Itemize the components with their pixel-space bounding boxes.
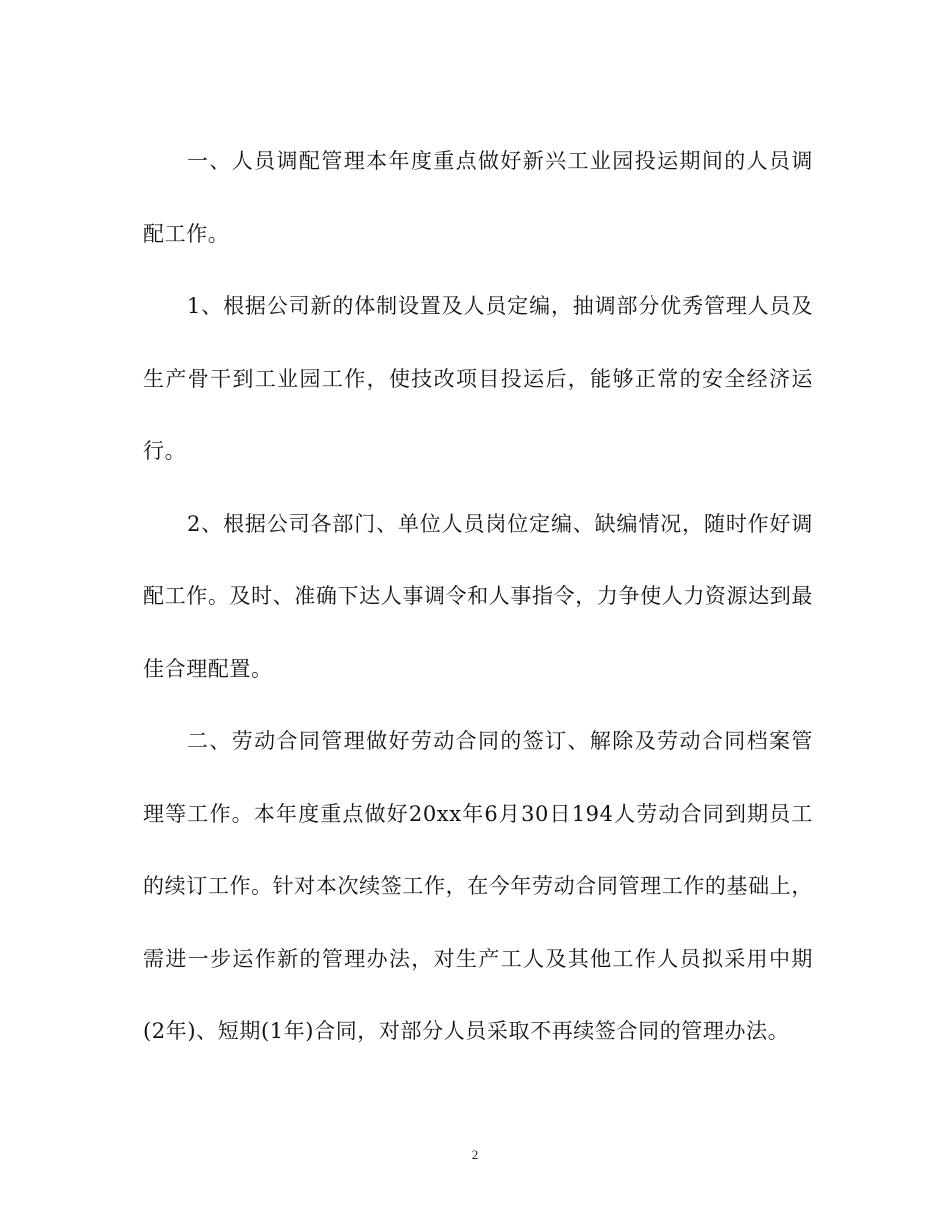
paragraph-personnel-allocation: 一、人员调配管理本年度重点做好新兴工业园投运期间的人员调配工作。 [143, 149, 813, 246]
paragraph-labor-contract: 二、劳动合同管理做好劳动合同的签订、解除及劳动合同档案管理等工作。本年度重点做好20xx年6月30日194人劳动合同到期员工的续订工作。针对本次续签工作，在今年劳动合同管理工作的基础上，需进一步运作新的管理办法，对生产工人及其他工作人员拟采用中期(2年)、短期(1年)合同，对部分人员采取不再续签合同的管理办法。 [143, 729, 813, 1043]
paragraph-item-2: 2、根据公司各部门、单位人员岗位定编、缺编情况，随时作好调配工作。及时、准确下达人事调令和人事指令，力争使人力资源达到最佳合理配置。 [143, 511, 813, 681]
page-number: 2 [471, 1147, 479, 1162]
document-body [143, 125, 813, 1068]
paragraph-item-1: 1、根据公司新的体制设置及人员定编，抽调部分优秀管理人员及生产骨干到工业园工作，使技改项目投运后，能够正常的安全经济运行。 [143, 294, 813, 463]
